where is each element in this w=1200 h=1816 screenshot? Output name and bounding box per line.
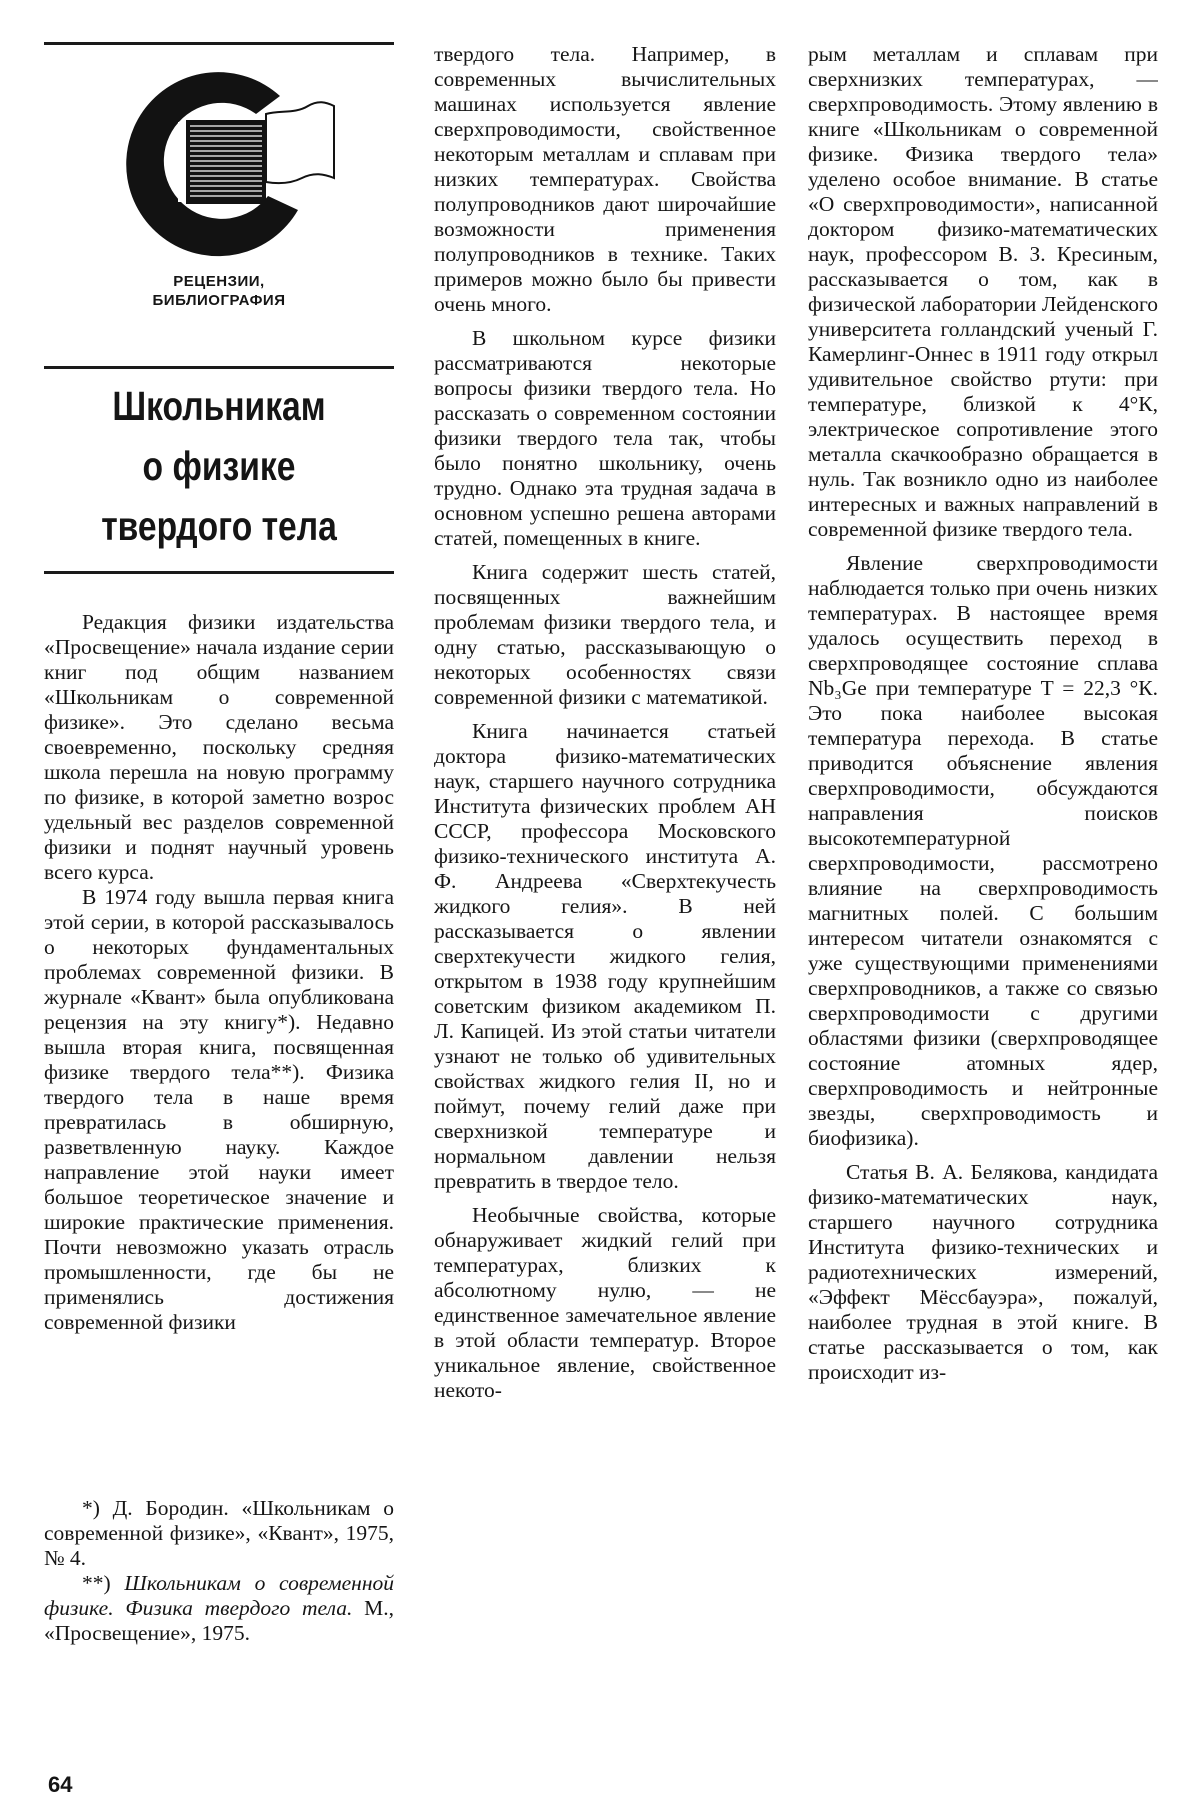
column-2 [434, 42, 776, 1762]
column-1 [44, 610, 394, 1400]
rubric-line: РЕЦЕНЗИИ, [173, 273, 265, 290]
review-section-emblem [120, 60, 340, 270]
rubric-line: БИБЛИОГРАФИЯ [152, 292, 286, 309]
column-3 [808, 42, 1158, 1762]
footnote-publisher: М., «Просвещение», 1975. [44, 1596, 394, 1645]
paragraph: Статья В. А. Белякова, кандидата физико-математических наук, старшего научного сотрудника Института физико-технических и радиотехнических измерений, «Эффект Мёссбауэра», пожалуй, наиболее трудная в этой книге. В статье рассказывается о том, как происходит из- [808, 1160, 1158, 1384]
paragraph: твердого тела. Например, в современных вычислительных машинах используется явление сверхпроводимости, свойственное некоторым металлам и сплавам при низких температурах. Свойства полупроводников дают широчайшие возможности применения полупроводников в технике. Таких примеров можно было бы привести очень много. [434, 42, 776, 316]
paragraph: В 1974 году вышла первая книга этой серии, в которой рассказывалось о некоторых фундаментальных проблемах современной физики. В журнале «Квант» была опубликована рецензия на эту книгу*). Недавно вышла вторая книга, посвященная физике твердого тела**). Физика твердого тела в наше время превратилась в обширную, разветвленную науку. Каждое направление этой науки имеет большое теоретическое значение и широкие практические применения. Почти невозможно указать отрасль промышленности, где бы не применялись достижения современной физики [44, 885, 394, 1334]
footnote-1: *) Д. Бородин. «Школьникам о современной физике», «Квант», 1975, № 4. [44, 1496, 394, 1570]
footnote-mark: **) [82, 1571, 111, 1595]
title-top-rule [44, 366, 394, 369]
paragraph: Редакция физики издательства «Просвещение» начала издание серии книг под общим названием «Школьникам о современной физике». Это сделано весьма своевременно, поскольку средняя школа перешла на новую программу по физике, в которой заметно возрос удельный вес разделов современной физики и поднят научный уровень всего курса. [44, 610, 394, 884]
book-pages-icon [186, 120, 266, 204]
top-rule [44, 42, 394, 45]
title-bottom-rule [44, 571, 394, 574]
article-title [76, 376, 363, 556]
paragraph: рым металлам и сплавам при сверхнизких температурах, — сверхпроводимость. Этому явлению в книге «Школьникам о современной физике. Физика твердого тела» уделено особое внимание. В статье «О сверхпроводимости», написанной доктором физико-математических наук, профессором В. З. Кресиным, рассказывается о том, как в физической лаборатории Лейденского университета голландский ученый Г. Камерлинг-Оннес в 1911 году открыл удивительное свойство ртути: при температуре, близкой к 4°К, электрическое сопротивление этого металла скачкообразно обращается в нуль. Так возникло одно из наиболее интересных и важных направлений в современной физике твердого тела. [808, 42, 1158, 541]
footnotes [44, 1496, 394, 1646]
section-rubric [44, 272, 394, 310]
footnote-2 [44, 1571, 394, 1646]
title-line: твердого тела [101, 503, 337, 549]
title-line: Школьникам [112, 383, 326, 429]
paragraph: Книга начинается статьей доктора физико-математических наук, старшего научного сотрудника Института физических проблем АН СССР, профессора Московского физико-технического института А. Ф. Андреева «Сверхтекучесть жидкого гелия». В ней рассказывается о явлении сверхтекучести жидкого гелия, открытом в 1938 году крупнейшим советским физиком академиком П. Л. Капицей. Из этой статьи читатели узнают не только об удивительных свойствах жидкого гелия II, но и поймут, почему гелий даже при сверхнизкой температуре и нормальном давлении нельзя превратить в твердое тело. [434, 719, 776, 1193]
flag-icon [266, 102, 334, 183]
paragraph: В школьном курсе физики рассматриваются некоторые вопросы физики твердого тела. Но рассказать о современном состоянии физики твердого тела так, чтобы было понятно школьнику, очень трудно. Однако эта трудная задача в основном успешно решена авторами статей, помещенных в книге. [434, 326, 776, 550]
paragraph: Явление сверхпроводимости наблюдается только при очень низких температурах. В настоящее время удалось осуществить переход в сверхпроводящее состояние сплава Nb₃Ge при температуре T = 22,3 °К. Это пока наиболее высокая температура перехода. В статье приводится объяснение явления сверхпроводимости, обсуждаются направления поисков высокотемпературной сверхпроводимости, рассмотрено влияние на сверхпроводимость магнитных полей. С большим интересом читатели ознакомятся с уже существующими применениями сверхпроводников, а также со связью сверхпроводимости с другими областями физики (сверхпроводящее состояние атомных ядер, сверхпроводимость и нейтронные звезды, сверхпроводимость и биофизика). [808, 551, 1158, 1150]
paragraph: Необычные свойства, которые обнаруживает жидкий гелий при температурах, близких к абсолютному нулю, — не единственное замечательное явление в этой области температур. Второе уникальное явление, свойственное некото- [434, 1203, 776, 1402]
paragraph: Книга содержит шесть статей, посвященных важнейшим проблемам физики твердого тела, и одну статью, рассказывающую о некоторых особенностях связи современной физики с математикой. [434, 560, 776, 709]
page-number: 64 [48, 1772, 73, 1797]
title-line: о физике [142, 443, 296, 489]
footnote-book-title: Школьникам о современной физике. Физика твердого тела. [44, 1571, 395, 1620]
